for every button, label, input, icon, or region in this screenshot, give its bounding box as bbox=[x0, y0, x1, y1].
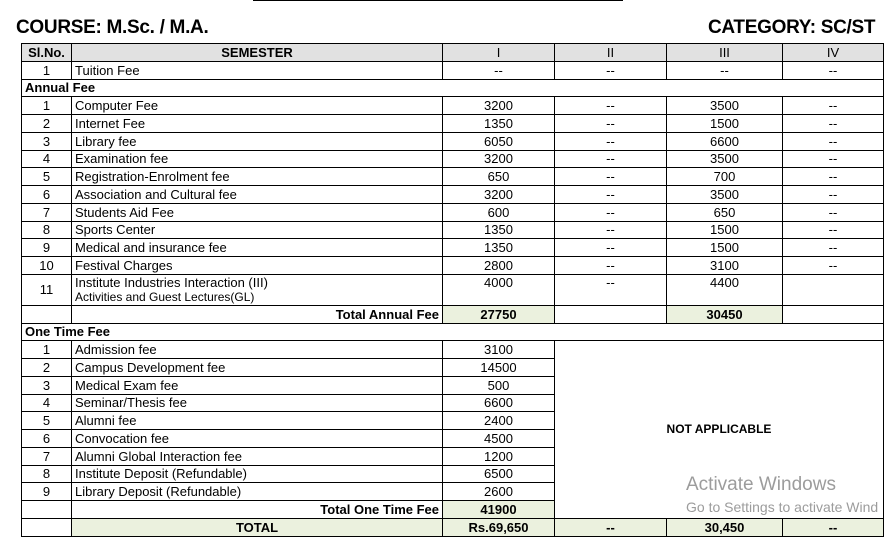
row-fee-name: Computer Fee bbox=[72, 97, 443, 115]
row-sem2: -- bbox=[555, 168, 667, 186]
col-header-slno: Sl.No. bbox=[22, 44, 72, 62]
row-sem2: -- bbox=[555, 132, 667, 150]
header-row bbox=[22, 44, 884, 62]
section-row-annual bbox=[22, 79, 884, 97]
row-sem4: -- bbox=[783, 168, 884, 186]
row-sem1: 650 bbox=[443, 168, 555, 186]
row-sem3: 1500 bbox=[667, 115, 783, 133]
row-slno: 4 bbox=[22, 150, 72, 168]
table-row bbox=[22, 203, 884, 221]
table-row bbox=[22, 274, 884, 305]
row-slno: 9 bbox=[22, 239, 72, 257]
grand-total-row bbox=[22, 518, 884, 536]
row-sem3: 1500 bbox=[667, 239, 783, 257]
row-fee-name: Campus Development fee bbox=[72, 359, 443, 377]
row-fee-name-line2: Activities and Guest Lectures(GL) bbox=[75, 289, 255, 304]
table-row bbox=[22, 150, 884, 168]
row-slno: 8 bbox=[22, 465, 72, 483]
total-annual-row bbox=[22, 305, 884, 323]
row-sem3: 3500 bbox=[667, 150, 783, 168]
row-sem1: 2600 bbox=[443, 483, 555, 501]
row-sem3: 3500 bbox=[667, 97, 783, 115]
row-slno: 9 bbox=[22, 483, 72, 501]
row-sem3: 1500 bbox=[667, 221, 783, 239]
table-row bbox=[22, 257, 884, 275]
row-sem2: -- bbox=[555, 115, 667, 133]
row-sem1: 3100 bbox=[443, 341, 555, 359]
row-sem1: 1350 bbox=[443, 221, 555, 239]
row-sem4: -- bbox=[783, 203, 884, 221]
row-slno: 11 bbox=[22, 274, 72, 305]
row-fee-name bbox=[72, 274, 443, 305]
table-row bbox=[22, 115, 884, 133]
course-title: COURSE: M.Sc. / M.A. bbox=[16, 17, 209, 38]
row-sem3: -- bbox=[667, 61, 783, 79]
row-sem1: 14500 bbox=[443, 359, 555, 377]
row-fee-name: Examination fee bbox=[72, 150, 443, 168]
not-applicable-cell: NOT APPLICABLE bbox=[555, 341, 884, 519]
row-sem4 bbox=[783, 274, 884, 305]
row-sem1: 2800 bbox=[443, 257, 555, 275]
row-slno: 1 bbox=[22, 61, 72, 79]
row-slno: 3 bbox=[22, 132, 72, 150]
row-slno: 3 bbox=[22, 376, 72, 394]
row-sem1: 1200 bbox=[443, 447, 555, 465]
watermark-line2: Go to Settings to activate Wind bbox=[686, 499, 879, 515]
col-header-semester: SEMESTER bbox=[72, 44, 443, 62]
row-fee-name: Students Aid Fee bbox=[72, 203, 443, 221]
row-sem2: -- bbox=[555, 61, 667, 79]
row-sem4: -- bbox=[783, 221, 884, 239]
row-sem1: 1350 bbox=[443, 239, 555, 257]
table-row bbox=[22, 97, 884, 115]
row-sem4: -- bbox=[783, 132, 884, 150]
row-slno: 7 bbox=[22, 203, 72, 221]
row-sem3: 700 bbox=[667, 168, 783, 186]
total-annual-sem4 bbox=[783, 305, 884, 323]
row-sem1: 4000 bbox=[443, 274, 555, 305]
row-slno: 2 bbox=[22, 359, 72, 377]
row-sem1: 600 bbox=[443, 203, 555, 221]
total-annual-label: Total Annual Fee bbox=[72, 305, 443, 323]
row-fee-name: Institute Deposit (Refundable) bbox=[72, 465, 443, 483]
row-sem2: -- bbox=[555, 97, 667, 115]
category-title: CATEGORY: SC/ST bbox=[708, 17, 876, 38]
row-sem1: 3200 bbox=[443, 150, 555, 168]
grand-total-label: TOTAL bbox=[72, 518, 443, 536]
watermark-line1: Activate Windows bbox=[686, 474, 836, 495]
table-row bbox=[22, 186, 884, 204]
total-annual-blank bbox=[22, 305, 72, 323]
row-sem2: -- bbox=[555, 221, 667, 239]
row-sem4: -- bbox=[783, 257, 884, 275]
row-sem1: 6500 bbox=[443, 465, 555, 483]
row-fee-name: Alumni fee bbox=[72, 412, 443, 430]
row-fee-name: Medical Exam fee bbox=[72, 376, 443, 394]
row-sem3: 4400 bbox=[667, 274, 783, 305]
row-fee-name: Admission fee bbox=[72, 341, 443, 359]
grand-total-sem3: 30,450 bbox=[667, 518, 783, 536]
row-sem2: -- bbox=[555, 203, 667, 221]
row-slno: 4 bbox=[22, 394, 72, 412]
total-annual-sem3: 30450 bbox=[667, 305, 783, 323]
grand-total-sem4: -- bbox=[783, 518, 884, 536]
row-slno: 6 bbox=[22, 430, 72, 448]
row-fee-name: Association and Cultural fee bbox=[72, 186, 443, 204]
row-sem1: 6600 bbox=[443, 394, 555, 412]
row-sem2: -- bbox=[555, 186, 667, 204]
row-slno: 6 bbox=[22, 186, 72, 204]
grand-total-sem1: Rs.69,650 bbox=[443, 518, 555, 536]
top-rule bbox=[253, 0, 623, 1]
total-annual-sem2 bbox=[555, 305, 667, 323]
row-sem4: -- bbox=[783, 150, 884, 168]
grand-total-blank bbox=[22, 518, 72, 536]
table-row bbox=[22, 239, 884, 257]
row-slno: 5 bbox=[22, 412, 72, 430]
row-fee-name: Internet Fee bbox=[72, 115, 443, 133]
total-onetime-blank bbox=[22, 501, 72, 519]
row-slno: 7 bbox=[22, 447, 72, 465]
row-fee-name: Library fee bbox=[72, 132, 443, 150]
table-row bbox=[22, 61, 884, 79]
row-sem2: -- bbox=[555, 274, 667, 305]
row-sem2: -- bbox=[555, 239, 667, 257]
row-sem3: 6600 bbox=[667, 132, 783, 150]
row-fee-name: Alumni Global Interaction fee bbox=[72, 447, 443, 465]
row-sem1: 2400 bbox=[443, 412, 555, 430]
fee-table bbox=[21, 43, 884, 537]
row-sem3: 3500 bbox=[667, 186, 783, 204]
row-sem4: -- bbox=[783, 61, 884, 79]
grand-total-sem2: -- bbox=[555, 518, 667, 536]
row-sem4: -- bbox=[783, 97, 884, 115]
row-sem3: 3100 bbox=[667, 257, 783, 275]
row-sem1: 1350 bbox=[443, 115, 555, 133]
row-sem1: 500 bbox=[443, 376, 555, 394]
row-sem4: -- bbox=[783, 239, 884, 257]
row-fee-name: Tuition Fee bbox=[72, 61, 443, 79]
row-slno: 1 bbox=[22, 97, 72, 115]
table-row bbox=[22, 168, 884, 186]
col-header-sem2: II bbox=[555, 44, 667, 62]
row-sem2: -- bbox=[555, 150, 667, 168]
row-fee-name: Medical and insurance fee bbox=[72, 239, 443, 257]
total-onetime-sem1: 41900 bbox=[443, 501, 555, 519]
table-row bbox=[22, 132, 884, 150]
row-slno: 1 bbox=[22, 341, 72, 359]
section-row-onetime bbox=[22, 323, 884, 341]
col-header-sem1: I bbox=[443, 44, 555, 62]
row-sem1: 3200 bbox=[443, 186, 555, 204]
total-annual-sem1: 27750 bbox=[443, 305, 555, 323]
row-sem3: 650 bbox=[667, 203, 783, 221]
table-row bbox=[22, 221, 884, 239]
row-sem2: -- bbox=[555, 257, 667, 275]
row-fee-name: Festival Charges bbox=[72, 257, 443, 275]
row-sem4: -- bbox=[783, 186, 884, 204]
row-slno: 2 bbox=[22, 115, 72, 133]
row-fee-name: Library Deposit (Refundable) bbox=[72, 483, 443, 501]
row-sem1: -- bbox=[443, 61, 555, 79]
row-sem1: 3200 bbox=[443, 97, 555, 115]
row-fee-name: Sports Center bbox=[72, 221, 443, 239]
row-fee-name: Seminar/Thesis fee bbox=[72, 394, 443, 412]
table-row bbox=[22, 341, 884, 359]
row-slno: 8 bbox=[22, 221, 72, 239]
col-header-sem3: III bbox=[667, 44, 783, 62]
section-title-onetime: One Time Fee bbox=[22, 323, 884, 341]
row-slno: 5 bbox=[22, 168, 72, 186]
row-sem1: 6050 bbox=[443, 132, 555, 150]
row-slno: 10 bbox=[22, 257, 72, 275]
row-sem1: 4500 bbox=[443, 430, 555, 448]
total-onetime-label: Total One Time Fee bbox=[72, 501, 443, 519]
row-fee-name-line1: Institute Industries Interaction (III) bbox=[75, 274, 268, 290]
row-fee-name: Registration-Enrolment fee bbox=[72, 168, 443, 186]
section-title-annual: Annual Fee bbox=[22, 79, 884, 97]
row-fee-name: Convocation fee bbox=[72, 430, 443, 448]
col-header-sem4: IV bbox=[783, 44, 884, 62]
row-sem4: -- bbox=[783, 115, 884, 133]
